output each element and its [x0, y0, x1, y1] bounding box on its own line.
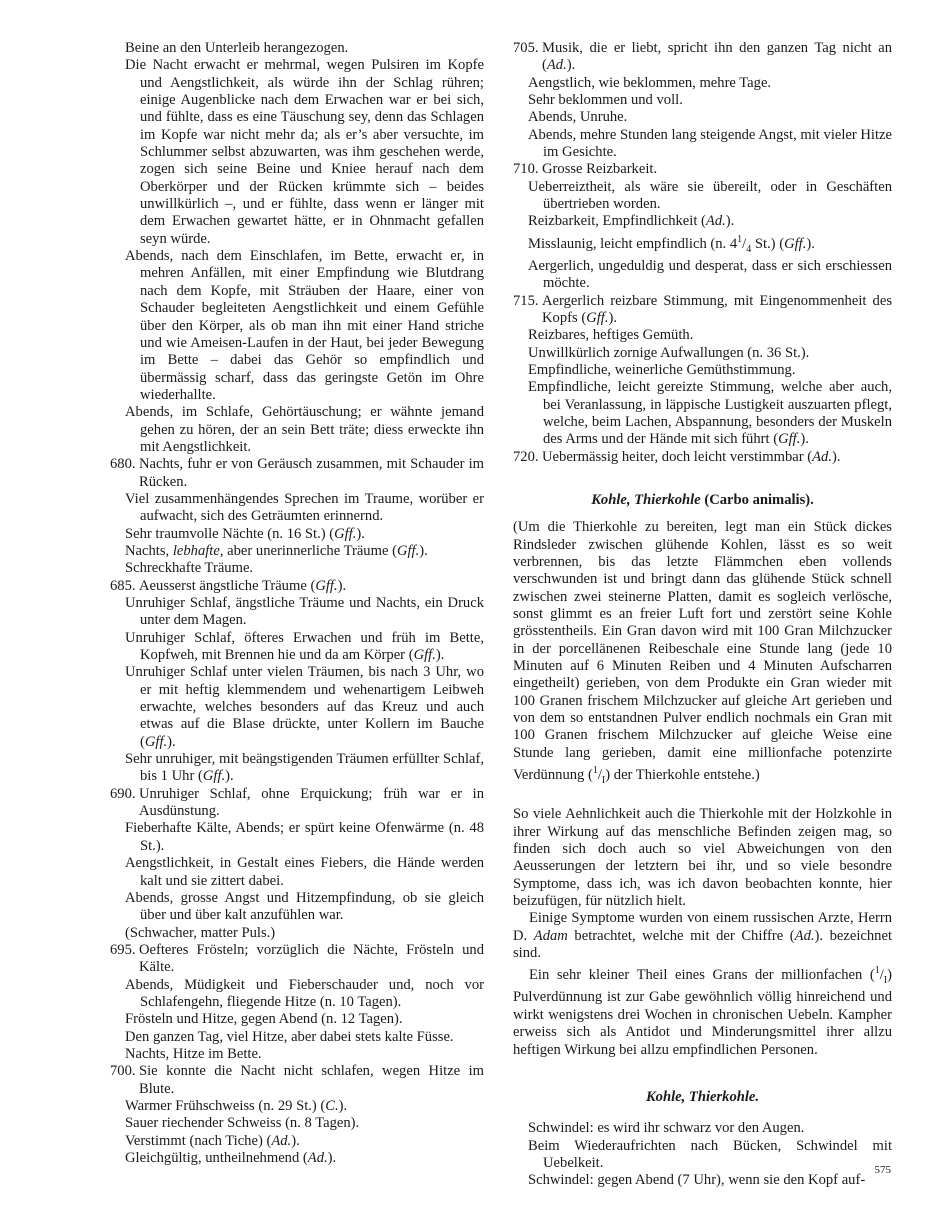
symptom-entry: [513, 92, 892, 109]
symptom-entry: [110, 890, 484, 925]
symptom-entry: [513, 127, 892, 162]
abbreviation: Gff.: [396, 542, 420, 559]
symptom-entry: [110, 1150, 484, 1167]
entry-number: 710.: [513, 161, 539, 178]
text-run: /: [742, 235, 747, 252]
intro-paragraph-2: [513, 910, 892, 962]
symptom-entry: [513, 75, 892, 92]
text-run: Nachts, Hitze im Bette.: [125, 1045, 262, 1062]
numbered-symptom-entry: [110, 578, 484, 595]
abbreviation: Ad.: [271, 1132, 292, 1149]
text-run: Beim Wiederaufrichten nach Bücken, Schwindel mit Uebelkeit.: [528, 1137, 892, 1171]
abbreviation: C.: [325, 1097, 339, 1114]
text-run: ).: [419, 542, 428, 559]
text-run: Unwillkürlich zornige Aufwallungen (n. 36 St.).: [528, 344, 810, 361]
fraction-part: 1: [737, 233, 743, 245]
symptom-entry: [513, 231, 892, 258]
fraction-part: 4: [746, 243, 752, 255]
symptom-entry: [513, 109, 892, 126]
abbreviation: Adam: [533, 927, 568, 944]
text-run: ).: [800, 431, 809, 448]
text-run: Gleichgültig, untheilnehmend (: [125, 1150, 308, 1166]
text-run: ). bezeichnet sind.: [513, 927, 893, 962]
symptom-entry: [110, 560, 484, 577]
symptom-entry: [110, 248, 484, 404]
symptom-entry: [110, 855, 484, 890]
text-run: Oefteres Frösteln; vorzüglich die Nächte, Frösteln und Kälte.: [139, 941, 484, 976]
abbreviation: Ad.: [812, 448, 832, 465]
text-run: Beine an den Unterleib herangezogen.: [125, 40, 349, 56]
text-run: Empfindliche, leicht gereizte Stimmung, welche aber auch, bei Veranlassung, in läppische Lustigkeit auszuarten pflegt, welche, beim Lachen, Abspannung, besonders der Muskeln des Arms und der Hände mit sich führt (: [528, 379, 892, 448]
numbered-symptom-entry: [513, 293, 892, 328]
symptom-entry: [110, 40, 484, 57]
abbreviation: Gff.: [784, 235, 807, 252]
text-run: Unruhiger Schlaf, ohne Erquickung; früh war er in Ausdünstung.: [139, 785, 484, 820]
text-run: Reizbares, heftiges Gemüth.: [528, 327, 694, 344]
abbreviation: Gff.: [315, 577, 338, 594]
text-run: Grosse Reizbarkeit.: [542, 161, 658, 178]
symptom-entry: [110, 543, 484, 560]
text-run: Aengstlichkeit, in Gestalt eines Fiebers, die Hände werden kalt und sie zittert dabei.: [125, 855, 484, 889]
entry-number: 685.: [110, 577, 136, 594]
section-heading-carbo-animalis: [513, 492, 892, 509]
text-run: Schwindel: gegen Abend (7 Uhr), wenn sie den Kopf auf-: [528, 1172, 866, 1189]
text-run: /: [597, 767, 602, 784]
numbered-symptom-entry: [513, 40, 892, 75]
intro-paragraph-3: [513, 962, 892, 1058]
entry-number: 695.: [110, 941, 136, 958]
text-run: Sie konnte die Nacht nicht schlafen, wegen Hitze im Blute.: [139, 1063, 484, 1097]
text-run: Nachts,: [125, 542, 173, 559]
abbreviation: lebhafte,: [172, 542, 224, 559]
symptom-entry: [513, 345, 892, 362]
abbreviation: Gff.: [413, 647, 436, 664]
symptom-entry: [110, 1098, 484, 1115]
text-run: Abends, im Schlafe, Gehörtäuschung; er wähnte jemand gehen zu hören, der an sein Bett träte; diess erweckte ihn mit Aengstlichkeit.: [125, 404, 484, 455]
symptom-entry: [513, 362, 892, 379]
numbered-symptom-entry: [110, 456, 484, 491]
symptom-entry: [110, 977, 484, 1012]
text-run: Warmer Frühschweiss (n. 29 St.) (: [125, 1097, 326, 1114]
abbreviation: Gff.: [586, 309, 609, 326]
text-run: Schwindel: es wird ihr schwarz vor den Augen.: [528, 1120, 805, 1137]
text-run: (Um die Thierkohle zu bereiten, legt man ein Stück dickes Rindsleder zwischen glühende Kohlen, lässt es so weit verbrennen, bis das letzte Flämmchen eben vollends verschwunden ist und bringt dann das glühende Stück schnell zwischen zwei steinerne Platten, damit es sogleich verlösche, sonst glimmt es an freier Luft fort und zerstört seine Kohle grösstentheils. Ein Gran davon wird mit 100 Gran Milchzucker in der porcellänenen Reibeschale eine Stunde lang (jede 10 Minuten auf 6 Minuten Reiben und 4 Minuten Aufscharren eingetheilt) gerieben, von dem Produkte ein Gran wieder mit 100 Granen frischem Milchzucker auf gleiche Art gerieben und von dem so entstandnen Pulver endlich nochmals ein Gran mit 100 Granen frischem Milchzucker auf gleiche Weise eine Stunde lang gerieben, damit eine millionfache potenzirte Verdünnung (: [513, 519, 892, 784]
text-run: Abends, grosse Angst und Hitzempfindung, ob sie gleich über und über kalt anzufühlen war.: [125, 889, 484, 924]
text-run: Sehr traumvolle Nächte (n. 16 St.) (: [125, 525, 335, 542]
text-run: Ueberreiztheit, als wäre sie übereilt, oder in Geschäften übertrieben worden.: [528, 178, 892, 213]
text-run: St.) (: [751, 235, 785, 252]
fraction-part: 1: [874, 965, 880, 977]
abbreviation: Ad.: [794, 927, 815, 944]
symptom-entry: [110, 491, 484, 526]
text-run: Unruhiger Schlaf, öfteres Erwachen und früh im Bette, Kopfweh, mit Brennen hie und da am Körper (: [125, 629, 484, 664]
text-run: Nachts, fuhr er von Geräusch zusammen, mit Schauder im Rücken.: [139, 456, 484, 490]
symptom-entry: [110, 57, 484, 248]
text-run: /: [879, 967, 884, 984]
numbered-symptom-entry: [110, 786, 484, 821]
text-run: Schreckhafte Träume.: [125, 560, 254, 577]
text-run: Abends, nach dem Einschlafen, im Bette, erwacht er, in mehren Anfällen, mit einer Empfindung wie Blutdrang nach dem Kopfe, mit Sträuben der Haare, einer von Schauder begleiteten Aengstlichkeit und einem Gefühle über den Körper, als ob man ihn mit einer Hand striche und wie Ameisen-Laufen in der Haut, bei jeder Bewegung im Bette – dabei das Gehör so empfindlich und übermässig scharf, dass das geringste Getön im Ohre wiederhallte.: [125, 248, 484, 403]
text-run: Unruhiger Schlaf unter vielen Träumen, bis nach 3 Uhr, wo er mit heftig klemmendem und wehenartigem Leibweh erwachte, welches besonders auf das Kreuz und auch etwas auf die Blase drückte, unter Kollern im Bauche (: [125, 664, 484, 750]
left-column: [110, 40, 484, 1167]
abbreviation: Gff.: [778, 431, 801, 448]
text-run: Aergerlich reizbare Stimmung, mit Eingenommenheit des Kopfs (: [542, 292, 892, 326]
symptom-entry: [110, 630, 484, 665]
symptom-entry: [110, 1029, 484, 1046]
text-run: So viele Aehnlichkeit auch die Thierkohle mit der Holzkohle in ihrer Wirkung auf das menschliche Befinden zeigen mag, so finden sich doch auch so viel Abweichungen von den Aeusserungen der letztern bei ihr, und so viele besondre Symptome, dass ich, was ich davon beobachten konnte, hier beizufügen, für nützlich hielt.: [513, 806, 892, 909]
preparation-paragraph: [513, 519, 892, 789]
abbreviation: Ad.: [546, 57, 567, 74]
text-run: Verstimmt (nach Tiche) (: [125, 1132, 272, 1149]
text-run: Viel zusammenhängendes Sprechen im Traume, worüber er aufwacht, sich des Geträumten erinnernd.: [125, 490, 484, 525]
fraction-part: 1: [592, 765, 598, 777]
text-run: ).: [725, 213, 735, 230]
symptom-list-bottom: [513, 1120, 892, 1189]
symptom-entry: [513, 1138, 892, 1173]
text-run: betrachtet, welche mit der Chiffre (: [567, 927, 795, 944]
text-run: Den ganzen Tag, viel Hitze, aber dabei stets kalte Füsse.: [125, 1028, 454, 1045]
fraction-part: I: [601, 774, 606, 786]
entry-number: 715.: [513, 292, 539, 309]
text-run: ).: [608, 309, 617, 326]
symptom-entry: [513, 258, 892, 293]
symptom-entry: [110, 1133, 484, 1150]
text-run: Einige Symptome wurden von einem russischen Arzte, Herrn D.: [513, 910, 892, 944]
entry-number: 700.: [110, 1063, 136, 1080]
text-run: Aeusserst ängstliche Träume (: [139, 577, 316, 594]
text-run: ).: [291, 1132, 300, 1149]
abbreviation: Gff.: [334, 525, 357, 542]
text-run: Unruhiger Schlaf, ängstliche Träume und Nachts, ein Druck unter dem Magen.: [125, 595, 484, 629]
text-run: Sehr beklommen und voll.: [528, 92, 683, 109]
numbered-symptom-entry: [513, 449, 892, 466]
symptom-entry: [110, 751, 484, 786]
text-run: Reizbarkeit, Empfindlichkeit (: [528, 213, 706, 230]
symptom-entry: [513, 213, 892, 230]
symptom-entry: [110, 1046, 484, 1063]
text-run: Aergerlich, ungeduldig und desperat, dass er sich erschiessen möchte.: [528, 257, 892, 292]
text-run: ).: [832, 448, 841, 465]
text-run: ).: [806, 235, 815, 252]
right-column: [513, 40, 892, 1190]
abbreviation: Ad.: [307, 1150, 328, 1166]
text-run: Frösteln und Hitze, gegen Abend (n. 12 Tagen).: [125, 1011, 403, 1028]
text-run: Abends, mehre Stunden lang steigende Angst, mit vieler Hitze im Gesichte.: [528, 126, 892, 161]
symptom-entry: [110, 820, 484, 855]
text-run: Abends, Unruhe.: [528, 109, 628, 126]
entry-number: 690.: [110, 785, 136, 802]
numbered-symptom-entry: [513, 161, 892, 178]
text-run: Sehr unruhiger, mit beängstigenden Träumen erfüllter Schlaf, bis 1 Uhr (: [125, 751, 484, 785]
text-run: ).: [337, 577, 347, 594]
text-run: ) der Thierkohle entstehe.): [605, 767, 760, 784]
text-run: aber unerinnerliche Träume (: [223, 542, 397, 559]
text-run: ).: [338, 1097, 348, 1114]
numbered-symptom-entry: [110, 942, 484, 977]
heading-latin-name: (Carbo animalis).: [704, 492, 814, 509]
section-heading-kohle: [513, 1089, 892, 1106]
page-number: 575: [874, 1164, 891, 1176]
abbreviation: Ad.: [705, 213, 726, 230]
text-run: Uebermässig heiter, doch leicht verstimmbar (: [542, 448, 813, 465]
text-run: Fieberhafte Kälte, Abends; er spürt keine Ofenwärme (n. 48 St.).: [125, 820, 484, 854]
symptom-entry: [110, 526, 484, 543]
entry-number: 680.: [110, 456, 136, 473]
text-run: Empfindliche, weinerliche Gemüthstimmung.: [528, 361, 796, 378]
text-run: Sauer riechender Schweiss (n. 8 Tagen).: [125, 1115, 360, 1132]
fraction-part: I: [883, 975, 888, 987]
text-run: ) Pulverdünnung ist zur Gabe gewöhnlich völlig hinreichend und wirkt wenigstens drei Wochen in chronischen Uebeln. Kampher erweiss sich als Antidot und Minderungsmittel ihrer allzu heftigen Wirkung bei allzu empfindlichen Personen.: [513, 967, 892, 1058]
abbreviation: Gff.: [144, 733, 168, 750]
text-run: ).: [356, 525, 365, 542]
text-run: ).: [327, 1150, 337, 1166]
symptom-entry: [513, 379, 892, 448]
heading-title: Kohle, Thierkohle.: [645, 1088, 760, 1105]
symptom-entry: [513, 179, 892, 214]
symptom-entry: [110, 595, 484, 630]
symptom-entry: [513, 1172, 892, 1189]
text-run: Aengstlich, wie beklommen, mehre Tage.: [528, 74, 772, 91]
text-run: Musik, die er liebt, spricht ihn den ganzen Tag nicht an (: [542, 40, 892, 74]
heading-title: Kohle, Thierkohle: [591, 492, 701, 509]
symptom-entry: [110, 404, 484, 456]
text-run: ).: [225, 768, 234, 785]
symptom-entry: [110, 925, 484, 942]
symptom-entry: [110, 1115, 484, 1132]
text-run: Ein sehr kleiner Theil eines Grans der millionfachen (: [529, 967, 875, 984]
abbreviation: Gff.: [202, 768, 226, 785]
text-run: Abends, Müdigkeit und Fieberschauder und, noch vor Schlafengehn, fliegende Hitze (n. 10 Tagen).: [125, 976, 484, 1010]
symptom-entry: [110, 1011, 484, 1028]
text-run: Die Nacht erwacht er mehrmal, wegen Pulsiren im Kopfe und Aengstlichkeit, als würde ihn der Schlag rühren; einige Augenblicke nach dem Erwachen war er bei sich, und fühlte, dass es eine Täuschung sey, denn das Schlagen im Kopfe war nicht mehr da; als er’s aber versuchte, im Schlummer selbst abzuwarten, was ihm geschehen werde, zogen sich seine Beine und Kniee herauf nach dem Oberkörper und der Rücken krümmte sich – beides unwillkürlich –, und er fühlte, dass wenn er länger mit dem Erwachen gewartet hätte, er in Ohnmacht gefallen seyn würde.: [125, 57, 484, 247]
text-run: ).: [435, 647, 445, 664]
symptom-entry: [110, 664, 484, 751]
text-run: ).: [566, 57, 576, 74]
text-run: ).: [167, 733, 176, 750]
numbered-symptom-entry: [110, 1063, 484, 1098]
text-run: (Schwacher, matter Puls.): [125, 924, 276, 941]
symptom-entry: [513, 1120, 892, 1137]
entry-number: 720.: [513, 448, 539, 465]
entry-number: 705.: [513, 40, 539, 56]
text-run: Misslaunig, leicht empfindlich (n. 4: [528, 235, 738, 252]
symptom-list-top: [513, 40, 892, 466]
intro-paragraph-1: [513, 806, 892, 910]
symptom-entry: [513, 327, 892, 344]
